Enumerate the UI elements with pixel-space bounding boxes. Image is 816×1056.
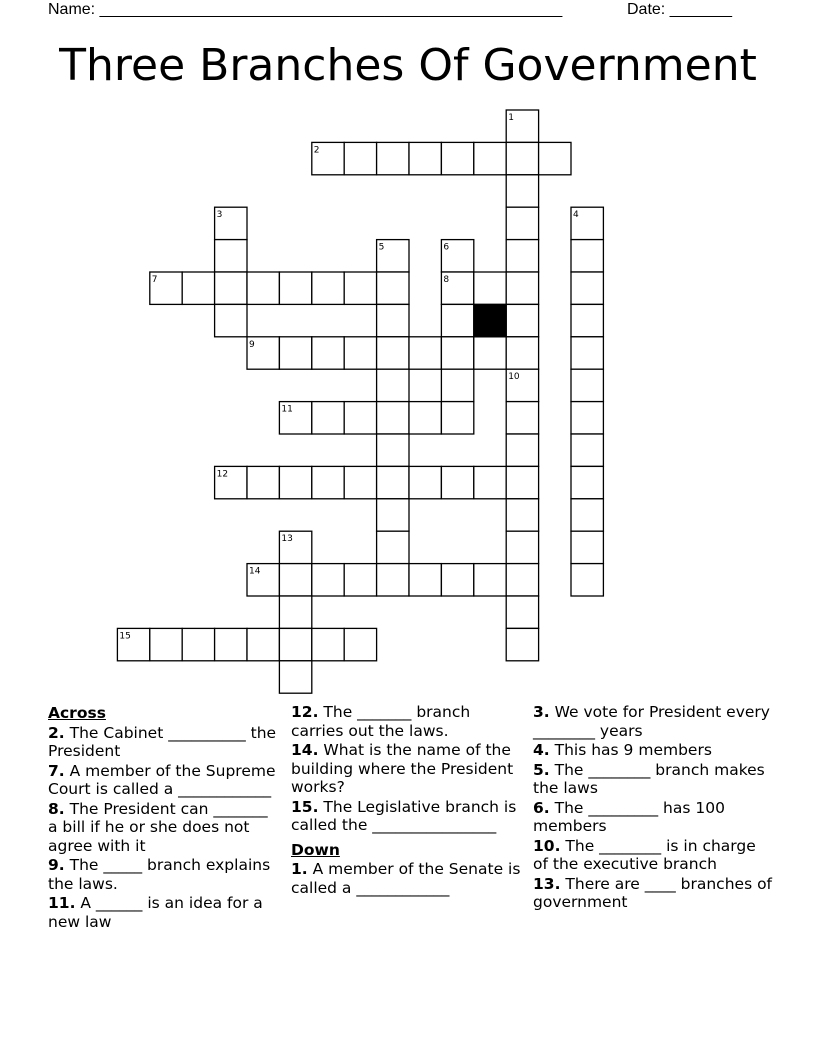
cell-number: 6 (443, 242, 450, 253)
grid-cell[interactable] (409, 466, 441, 498)
clue-number: 8. (48, 799, 65, 818)
grid-cell[interactable] (377, 272, 409, 304)
grid-cell[interactable] (377, 564, 409, 596)
clue-text: The ________ branch makes the laws (533, 760, 765, 797)
grid-cell[interactable] (441, 337, 473, 369)
grid-cell[interactable] (279, 564, 311, 596)
grid-cell[interactable] (312, 628, 344, 660)
clue-across-7 (48, 762, 280, 799)
grid-cell[interactable] (506, 564, 538, 596)
grid-cell[interactable] (182, 272, 214, 304)
clue-number: 11. (48, 894, 76, 912)
clue-across-14 (291, 741, 523, 797)
grid-cell[interactable] (571, 304, 603, 336)
grid-cell[interactable] (377, 337, 409, 369)
grid-cell[interactable] (506, 499, 538, 531)
grid-cell[interactable] (182, 628, 214, 660)
cell-number: 15 (119, 631, 131, 642)
clue-number: 9. (48, 856, 65, 874)
grid-cell[interactable] (506, 337, 538, 369)
clue-across-2 (48, 724, 280, 761)
clue-number: 4. (533, 741, 550, 759)
grid-cell[interactable] (150, 628, 182, 660)
grid-cell[interactable] (215, 304, 247, 336)
cell-number: 14 (249, 566, 261, 577)
clue-number: 5. (533, 760, 550, 779)
grid-cell[interactable] (247, 272, 279, 304)
grid-cell[interactable] (571, 531, 603, 563)
grid-block (474, 304, 506, 336)
grid-cell[interactable] (247, 466, 279, 498)
cell-number: 9 (249, 339, 255, 350)
clue-across-15 (291, 798, 523, 835)
grid-cell[interactable] (279, 272, 311, 304)
grid-cell[interactable] (441, 466, 473, 498)
cell-number: 13 (281, 534, 293, 545)
grid-cell[interactable] (506, 304, 538, 336)
clue-text: The ________ is in charge of the executive branch (533, 836, 756, 873)
grid-cell[interactable] (506, 596, 538, 628)
clue-number: 3. (533, 703, 550, 721)
clue-text: A ______ is an idea for a new law (48, 894, 263, 931)
clue-text: A member of the Senate is called a ____________ (291, 860, 521, 897)
clue-text: This has 9 members (554, 741, 712, 759)
grid-cell[interactable] (279, 596, 311, 628)
grid-cell[interactable] (571, 240, 603, 272)
grid-cell[interactable] (571, 272, 603, 304)
grid-cell[interactable] (506, 142, 538, 174)
page-title: Three Branches Of Government (59, 40, 757, 91)
grid-cell[interactable] (506, 434, 538, 466)
grid-cell[interactable] (279, 661, 311, 693)
clue-across-11 (48, 894, 280, 931)
grid-cell[interactable] (409, 402, 441, 434)
cell-number: 5 (378, 242, 385, 253)
grid-cell[interactable] (215, 240, 247, 272)
clues-column-3 (533, 702, 773, 912)
grid-cell[interactable] (506, 466, 538, 498)
clue-number: 6. (533, 798, 550, 817)
grid-cell[interactable] (312, 402, 344, 434)
grid-cell[interactable] (441, 564, 473, 596)
grid-cell[interactable] (279, 628, 311, 660)
grid-cell[interactable] (571, 466, 603, 498)
grid-cell[interactable] (344, 337, 376, 369)
grid-cell[interactable] (474, 272, 506, 304)
grid-cell[interactable] (377, 499, 409, 531)
clue-text: A member of the Supreme Court is called a ____________ (48, 761, 276, 798)
grid-cell[interactable] (377, 369, 409, 401)
date-field-label[interactable]: Date: _______ (627, 1, 732, 18)
grid-cell[interactable] (279, 337, 311, 369)
grid-cell[interactable] (344, 466, 376, 498)
clue-across-9 (48, 856, 280, 893)
grid-cell[interactable] (474, 142, 506, 174)
grid-cell[interactable] (571, 337, 603, 369)
grid-cell[interactable] (344, 628, 376, 660)
grid-cell[interactable] (409, 142, 441, 174)
cell-number: 2 (313, 145, 320, 156)
grid-cell[interactable] (312, 272, 344, 304)
grid-cell[interactable] (247, 628, 279, 660)
cell-number: 8 (443, 275, 450, 285)
clue-number: 15. (291, 797, 319, 816)
grid-cell[interactable] (312, 466, 344, 498)
clue-text: There are ____ branches of government (533, 874, 773, 911)
cell-number: 12 (216, 469, 229, 480)
across-title: Across (48, 704, 106, 722)
grid-cell[interactable] (377, 434, 409, 466)
grid-cell[interactable] (441, 142, 473, 174)
grid-cell[interactable] (215, 628, 247, 660)
clue-text: What is the name of the building where the President works? (291, 741, 514, 796)
grid-cell[interactable] (571, 402, 603, 434)
clue-text: The Cabinet __________ the President (48, 723, 277, 760)
clue-down-3 (533, 703, 773, 740)
grid-cell[interactable] (441, 402, 473, 434)
clue-text: The _________ has 100 members (533, 798, 725, 835)
clue-across-8 (48, 800, 280, 856)
grid-cell[interactable] (312, 337, 344, 369)
clue-text: We vote for President every ________ years (533, 703, 770, 740)
clue-number: 1. (291, 860, 308, 878)
grid-cell[interactable] (539, 142, 571, 174)
grid-cell[interactable] (344, 142, 376, 174)
grid-cell[interactable] (506, 175, 538, 207)
grid-cell[interactable] (377, 466, 409, 498)
grid-cell[interactable] (279, 466, 311, 498)
grid-cell[interactable] (377, 304, 409, 336)
grid-cell[interactable] (409, 337, 441, 369)
clue-text: The President can _______ a bill if he or she does not agree with it (48, 799, 268, 855)
down-title: Down (291, 840, 340, 859)
clues-column-1 (48, 702, 280, 931)
clue-number: 10. (533, 836, 561, 855)
cell-number: 1 (508, 113, 514, 123)
clue-down-4 (533, 741, 773, 760)
grid-cell[interactable] (506, 272, 538, 304)
grid-cell[interactable] (474, 337, 506, 369)
clues-column-2 (291, 702, 523, 897)
cell-number: 4 (573, 210, 579, 221)
grid-cell[interactable] (506, 207, 538, 239)
grid-cell[interactable] (571, 369, 603, 401)
grid-cell[interactable] (377, 531, 409, 563)
clue-text: The _______ branch carries out the laws. (291, 703, 471, 740)
clue-number: 7. (48, 761, 65, 780)
grid-cell[interactable] (506, 402, 538, 434)
grid-cell[interactable] (506, 240, 538, 272)
clue-down-13 (533, 875, 773, 912)
grid-cell[interactable] (571, 564, 603, 596)
clue-number: 14. (291, 741, 319, 759)
grid-cell[interactable] (409, 564, 441, 596)
cell-number: 10 (508, 372, 520, 383)
cell-number: 7 (151, 275, 158, 285)
clue-number: 13. (533, 874, 561, 893)
clue-number: 2. (48, 723, 65, 742)
clue-down-10 (533, 837, 773, 874)
grid-cell[interactable] (344, 402, 376, 434)
grid-cell[interactable] (344, 564, 376, 596)
grid-cell[interactable] (441, 304, 473, 336)
grid-cell[interactable] (506, 531, 538, 563)
grid-cell[interactable] (571, 499, 603, 531)
grid-cell[interactable] (474, 466, 506, 498)
clue-down-1 (291, 860, 523, 897)
cell-number: 11 (281, 404, 293, 415)
name-field-label[interactable]: Name: ____________________________________________________ (48, 1, 563, 18)
clue-text: The Legislative branch is called the ________________ (291, 797, 517, 834)
grid-cell[interactable] (506, 628, 538, 660)
grid-cell[interactable] (571, 434, 603, 466)
grid-cell[interactable] (215, 272, 247, 304)
grid-cell[interactable] (312, 564, 344, 596)
cell-number: 3 (216, 210, 223, 221)
grid-cell[interactable] (377, 402, 409, 434)
clue-down-5 (533, 761, 773, 798)
clue-number: 12. (291, 703, 319, 721)
grid-cell[interactable] (474, 564, 506, 596)
grid-cell[interactable] (344, 272, 376, 304)
grid-cell[interactable] (441, 369, 473, 401)
clue-down-6 (533, 799, 773, 836)
grid-cell[interactable] (377, 142, 409, 174)
clue-text: The _____ branch explains the laws. (48, 856, 271, 893)
clue-across-12 (291, 703, 523, 740)
